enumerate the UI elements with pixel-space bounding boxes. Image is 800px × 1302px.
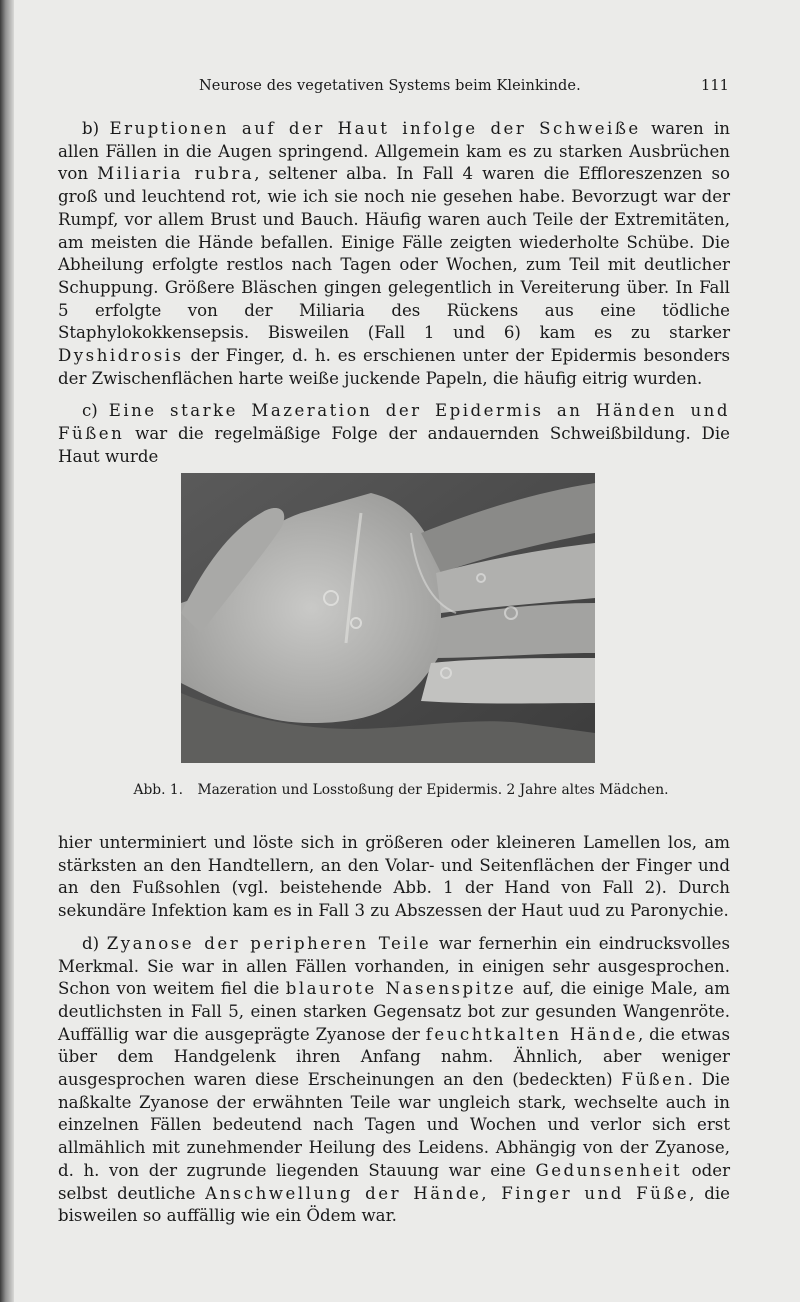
heading-eruptionen: Eruptionen auf der Haut infolge der Schweiße bbox=[109, 119, 641, 138]
term-nasenspitze: blaurote Nasenspitze bbox=[285, 979, 517, 999]
item-label-d: d) bbox=[82, 933, 100, 953]
figure-hand-photo bbox=[181, 473, 595, 763]
text-block-upper bbox=[58, 118, 730, 479]
paragraph-c-continued: hier unterminiert und löste sich in größeren oder kleineren Lamellen los, am stärksten an den Handtellern, an den Volar- und Seitenflächen der Finger und an den Fußsohlen (vgl. beistehende Abb. 1 der Hand von Fall 2). Durch sekundäre Infektion kam es in Fall 3 zu Abszessen der Haut uud zu Paronychie. bbox=[58, 833, 730, 921]
item-label-c: c) bbox=[82, 401, 98, 421]
paragraph-b: b) Eruptionen auf der Haut infolge der Schweiße waren in allen Fällen in die Augen springend. Allgemein kam es zu starken Ausbrüchen von Miliaria rubra, seltener alba. In Fall 4 waren die Effloreszenzen so groß und leuchtend rot, wie ich sie noch nie gesehen habe. Bevorzugt war der Rumpf, vor allem Brust und Bauch. Häufig waren auch Teile der Extremitäten, am meisten die Hände befallen. Einige Fälle zeigten wiederholte Schübe. Die Abheilung erfolgte restlos nach Tagen oder Wochen, zum Teil mit deutlicher Schuppung. Größere Bläschen gingen gelegentlich in Vereiterung über. In Fall 5 erfolgte von der Miliaria des Rückens aus eine tödliche Staphylokokkensepsis. Bisweilen (Fall 1 und 6) kam es zu starker Dyshidrosis der Finger, d. h. es erschienen unter der Epidermis besonders der Zwischenflächen harte weiße juckende Papeln, die häufig eitrig wurden. bbox=[58, 119, 731, 388]
item-label-b: b) bbox=[82, 119, 100, 138]
paragraph-d: d) Zyanose der peripheren Teile war fernerhin ein eindrucksvolles Merkmal. Sie war in allen Fällen vorhanden, in einigen sehr ausgesprochen. Schon von weitem fiel die blaurote Nasenspitze auf, die einige Male, am deutlichsten in Fall 5, einen starken Gegensatz bot zur gesunden Wangenröte. Auffällig war die ausgeprägte Zyanose der feuchtkalten Hände, die etwas über dem Handgelenk ihren Anfang nahm. Ähnlich, aber weniger ausgesprochen waren diese Erscheinungen an den (bedeckten) Füßen. Die naßkalte Zyanose der erwähnten Teile war ungleich stark, wechselte auch in einzelnen Fällen bedeutend nach Tagen und Wochen und verlor sich erst allmählich mit zunehmender Heilung des Leidens. Abhängig von der Zyanose, d. h. von der zugrunde liegenden Stauung war eine Gedunsenheit oder selbst deutliche Anschwellung der Hände, Finger und Füße, die bisweilen so auffällig wie ein Ödem war. bbox=[58, 933, 731, 1226]
term-gedunsenheit: Gedunsenheit bbox=[535, 1160, 683, 1180]
page-number: 111 bbox=[701, 78, 729, 94]
term-miliaria: Miliaria rubra bbox=[97, 164, 255, 184]
term-anschwellung: Anschwellung der Hände, Finger und Füße bbox=[205, 1183, 690, 1203]
term-haende: feuchtkalten Hände bbox=[425, 1024, 638, 1044]
heading-zyanose: Zyanose der peripheren Teile bbox=[106, 933, 432, 953]
book-page bbox=[14, 0, 800, 1302]
page-binding-edge bbox=[0, 0, 14, 1302]
term-fuesse: Füßen bbox=[621, 1070, 688, 1090]
hand-photograph bbox=[181, 473, 595, 763]
figure-caption-text: Mazeration und Losstoßung der Epidermis. 2 Jahre altes Mädchen. bbox=[197, 782, 669, 798]
figure-caption bbox=[76, 782, 726, 798]
paragraph-c: c) Eine starke Mazeration der Epidermis an Händen und Füßen war die regelmäßige Folge der andauernden Schweißbildung. Die Haut wurde bbox=[58, 401, 730, 466]
running-title: Neurose des vegetativen Systems beim Kleinkinde. bbox=[199, 78, 581, 94]
text-block-lower bbox=[58, 832, 730, 1238]
term-dyshidrosis: Dyshidrosis bbox=[58, 346, 184, 366]
figure-label: Abb. 1. bbox=[133, 782, 184, 798]
heading-mazeration: Eine starke Mazeration der Epidermis an Händen und Füßen bbox=[58, 401, 730, 444]
